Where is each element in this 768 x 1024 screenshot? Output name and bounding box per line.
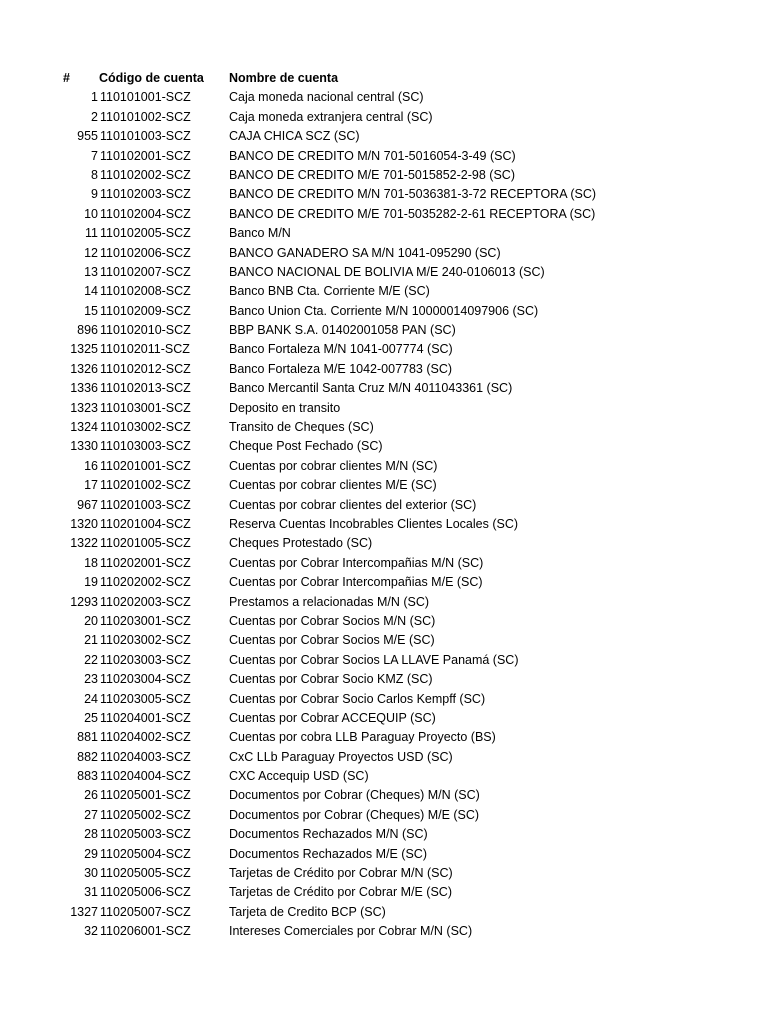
row-name: BANCO DE CREDITO M/E 701-5035282-2-61 RECEPTORA (SC) [229, 206, 596, 221]
row-num: 17 [84, 478, 98, 493]
row-name: BANCO DE CREDITO M/E 701-5015852-2-98 (SC) [229, 167, 515, 182]
row-num: 1 [91, 90, 98, 105]
table-row [0, 534, 768, 553]
row-code: 110206001-SCZ [100, 924, 191, 939]
row-code: 110102002-SCZ [100, 167, 191, 182]
row-code: 110102010-SCZ [100, 323, 191, 338]
table-row [0, 515, 768, 534]
row-name: Caja moneda extranjera central (SC) [229, 109, 433, 124]
table-row [0, 806, 768, 825]
row-num: 1336 [70, 381, 98, 396]
row-code: 110205007-SCZ [100, 904, 191, 919]
row-code: 110102012-SCZ [100, 361, 191, 376]
table-row [0, 670, 768, 689]
row-code: 110102013-SCZ [100, 381, 191, 396]
row-name: Cuentas por Cobrar Socio Carlos Kempff (SC) [229, 691, 486, 706]
row-code: 110102001-SCZ [100, 148, 191, 163]
table-row [0, 321, 768, 340]
table-row [0, 573, 768, 592]
row-name: Banco Fortaleza M/N 1041-007774 (SC) [229, 342, 453, 357]
table-row [0, 612, 768, 631]
row-code: 110102009-SCZ [100, 303, 191, 318]
table-row [0, 302, 768, 321]
table-row [0, 922, 768, 941]
row-num: 1325 [70, 342, 98, 357]
table-row [0, 845, 768, 864]
row-num: 14 [84, 284, 98, 299]
row-code: 110205001-SCZ [100, 788, 191, 803]
row-num: 7 [91, 148, 98, 163]
row-name: Cheque Post Fechado (SC) [229, 439, 383, 454]
row-code: 110204001-SCZ [100, 710, 191, 725]
row-num: 1293 [70, 594, 98, 609]
row-code: 110103002-SCZ [100, 420, 191, 435]
table-row [0, 864, 768, 883]
header-name: Nombre de cuenta [229, 71, 339, 85]
table-row [0, 147, 768, 166]
table-row [0, 166, 768, 185]
row-num: 1320 [70, 516, 98, 531]
row-num: 11 [85, 226, 98, 241]
table-row [0, 418, 768, 437]
row-name: Deposito en transito [229, 400, 341, 415]
row-code: 110102004-SCZ [100, 206, 191, 221]
row-code: 110203001-SCZ [100, 613, 191, 628]
row-code: 110102003-SCZ [100, 187, 191, 202]
row-name: BANCO GANADERO SA M/N 1041-095290 (SC) [229, 245, 501, 260]
row-code: 110201001-SCZ [100, 458, 191, 473]
row-code: 110204002-SCZ [100, 730, 191, 745]
row-name: Cuentas por cobrar clientes M/E (SC) [229, 478, 437, 493]
table-row [0, 786, 768, 805]
row-num: 23 [84, 672, 98, 687]
row-name: Banco M/N [229, 226, 291, 241]
table-row [0, 282, 768, 301]
row-num: 19 [84, 575, 98, 590]
row-num: 28 [84, 827, 98, 842]
row-code: 110203004-SCZ [100, 672, 191, 687]
row-num: 27 [84, 807, 98, 822]
row-name: Documentos Rechazados M/E (SC) [229, 846, 427, 861]
row-code: 110101002-SCZ [100, 109, 191, 124]
row-num: 8 [91, 167, 98, 182]
table-row [0, 205, 768, 224]
row-name: Cuentas por cobrar clientes del exterior (SC) [229, 497, 477, 512]
row-num: 20 [84, 613, 98, 628]
row-num: 882 [77, 749, 98, 764]
table-row [0, 825, 768, 844]
row-num: 883 [77, 769, 98, 784]
row-num: 1322 [70, 536, 98, 551]
table-row [0, 883, 768, 902]
table-row [0, 903, 768, 922]
table-row [0, 224, 768, 243]
row-name: Transito de Cheques (SC) [229, 420, 374, 435]
row-name: Tarjetas de Crédito por Cobrar M/N (SC) [229, 866, 453, 881]
row-code: 110204003-SCZ [100, 749, 191, 764]
row-code: 110103003-SCZ [100, 439, 191, 454]
row-num: 9 [91, 187, 98, 202]
table-row [0, 476, 768, 495]
table-row [0, 709, 768, 728]
accounts-table [0, 69, 768, 942]
row-num: 1327 [70, 904, 98, 919]
table-row [0, 263, 768, 282]
row-num: 2 [91, 109, 98, 124]
table-body [0, 88, 768, 941]
row-name: CXC Accequip USD (SC) [229, 769, 369, 784]
row-name: Tarjetas de Crédito por Cobrar M/E (SC) [229, 885, 452, 900]
row-num: 15 [84, 303, 98, 318]
row-num: 1326 [70, 361, 98, 376]
table-row [0, 631, 768, 650]
row-name: CAJA CHICA SCZ (SC) [229, 129, 360, 144]
table-header-row [0, 69, 768, 88]
row-code: 110103001-SCZ [100, 400, 191, 415]
row-code: 110202003-SCZ [100, 594, 191, 609]
row-num: 896 [77, 323, 98, 338]
row-name: Cuentas por Cobrar Intercompañias M/N (SC) [229, 555, 484, 570]
row-code: 110201002-SCZ [100, 478, 191, 493]
row-code: 110102008-SCZ [100, 284, 191, 299]
row-num: 26 [84, 788, 98, 803]
row-num: 967 [77, 497, 98, 512]
row-num: 29 [84, 846, 98, 861]
row-code: 110203005-SCZ [100, 691, 191, 706]
table-row [0, 244, 768, 263]
table-row [0, 88, 768, 107]
table-row [0, 340, 768, 359]
row-num: 21 [84, 633, 98, 648]
table-row [0, 379, 768, 398]
row-name: Cuentas por cobra LLB Paraguay Proyecto (BS) [229, 730, 496, 745]
table-row [0, 437, 768, 456]
row-code: 110203003-SCZ [100, 652, 191, 667]
row-name: Cuentas por cobrar clientes M/N (SC) [229, 458, 438, 473]
row-code: 110202002-SCZ [100, 575, 191, 590]
row-name: Intereses Comerciales por Cobrar M/N (SC) [229, 924, 473, 939]
header-num: # [63, 71, 70, 85]
row-num: 30 [84, 866, 98, 881]
row-name: Caja moneda nacional central (SC) [229, 90, 424, 105]
row-name: Cuentas por Cobrar Socios M/N (SC) [229, 613, 436, 628]
row-code: 110204004-SCZ [100, 769, 191, 784]
row-code: 110201003-SCZ [100, 497, 191, 512]
row-name: Cuentas por Cobrar Socios LA LLAVE Panamá (SC) [229, 652, 519, 667]
row-name: Banco Mercantil Santa Cruz M/N 4011043361 (SC) [229, 381, 513, 396]
row-code: 110203002-SCZ [100, 633, 191, 648]
row-num: 16 [84, 458, 98, 473]
table-row [0, 593, 768, 612]
row-name: Banco Fortaleza M/E 1042-007783 (SC) [229, 361, 453, 376]
table-row [0, 496, 768, 515]
row-name: Reserva Cuentas Incobrables Clientes Locales (SC) [229, 516, 519, 531]
table-row [0, 748, 768, 767]
row-num: 955 [77, 129, 98, 144]
row-code: 110202001-SCZ [100, 555, 191, 570]
row-name: CxC LLb Paraguay Proyectos USD (SC) [229, 749, 453, 764]
table-row [0, 108, 768, 127]
row-num: 881 [77, 730, 98, 745]
row-name: Cuentas por Cobrar Socios M/E (SC) [229, 633, 435, 648]
table-row [0, 399, 768, 418]
row-name: BANCO NACIONAL DE BOLIVIA M/E 240-0106013 (SC) [229, 264, 545, 279]
row-code: 110201004-SCZ [100, 516, 191, 531]
row-name: Cuentas por Cobrar Socio KMZ (SC) [229, 672, 433, 687]
row-name: BANCO DE CREDITO M/N 701-5016054-3-49 (SC) [229, 148, 516, 163]
row-name: BBP BANK S.A. 01402001058 PAN (SC) [229, 323, 456, 338]
row-name: Banco BNB Cta. Corriente M/E (SC) [229, 284, 430, 299]
row-num: 10 [84, 206, 98, 221]
table-row [0, 651, 768, 670]
row-code: 110102005-SCZ [100, 226, 191, 241]
row-code: 110205004-SCZ [100, 846, 191, 861]
row-num: 12 [84, 245, 98, 260]
row-code: 110101003-SCZ [100, 129, 191, 144]
table-row [0, 728, 768, 747]
table-row [0, 185, 768, 204]
row-num: 1323 [70, 400, 98, 415]
row-name: Documentos por Cobrar (Cheques) M/E (SC) [229, 807, 480, 822]
row-name: Cheques Protestado (SC) [229, 536, 373, 551]
table-row [0, 360, 768, 379]
row-code: 110102011-SCZ [100, 342, 190, 357]
row-num: 32 [84, 924, 98, 939]
row-num: 25 [84, 710, 98, 725]
table-row [0, 127, 768, 146]
row-name: Banco Union Cta. Corriente M/N 10000014097906 (SC) [229, 303, 539, 318]
row-code: 110205006-SCZ [100, 885, 191, 900]
row-code: 110102006-SCZ [100, 245, 191, 260]
table-row [0, 690, 768, 709]
row-num: 13 [84, 264, 98, 279]
row-name: Cuentas por Cobrar ACCEQUIP (SC) [229, 710, 436, 725]
table-row [0, 457, 768, 476]
row-code: 110201005-SCZ [100, 536, 191, 551]
row-name: Prestamos a relacionadas M/N (SC) [229, 594, 430, 609]
row-num: 31 [84, 885, 98, 900]
row-name: Documentos por Cobrar (Cheques) M/N (SC) [229, 788, 480, 803]
row-code: 110102007-SCZ [100, 264, 191, 279]
row-code: 110205003-SCZ [100, 827, 191, 842]
row-name: Documentos Rechazados M/N (SC) [229, 827, 428, 842]
row-name: Tarjeta de Credito BCP (SC) [229, 904, 386, 919]
row-code: 110101001-SCZ [100, 90, 191, 105]
header-code: Código de cuenta [99, 71, 204, 85]
row-name: BANCO DE CREDITO M/N 701-5036381-3-72 RECEPTORA (SC) [229, 187, 597, 202]
table-row [0, 554, 768, 573]
row-num: 24 [84, 691, 98, 706]
row-num: 22 [84, 652, 98, 667]
row-num: 1330 [70, 439, 98, 454]
row-code: 110205002-SCZ [100, 807, 191, 822]
table-row [0, 767, 768, 786]
row-num: 1324 [70, 420, 98, 435]
row-code: 110205005-SCZ [100, 866, 191, 881]
row-num: 18 [84, 555, 98, 570]
row-name: Cuentas por Cobrar Intercompañias M/E (SC) [229, 575, 483, 590]
